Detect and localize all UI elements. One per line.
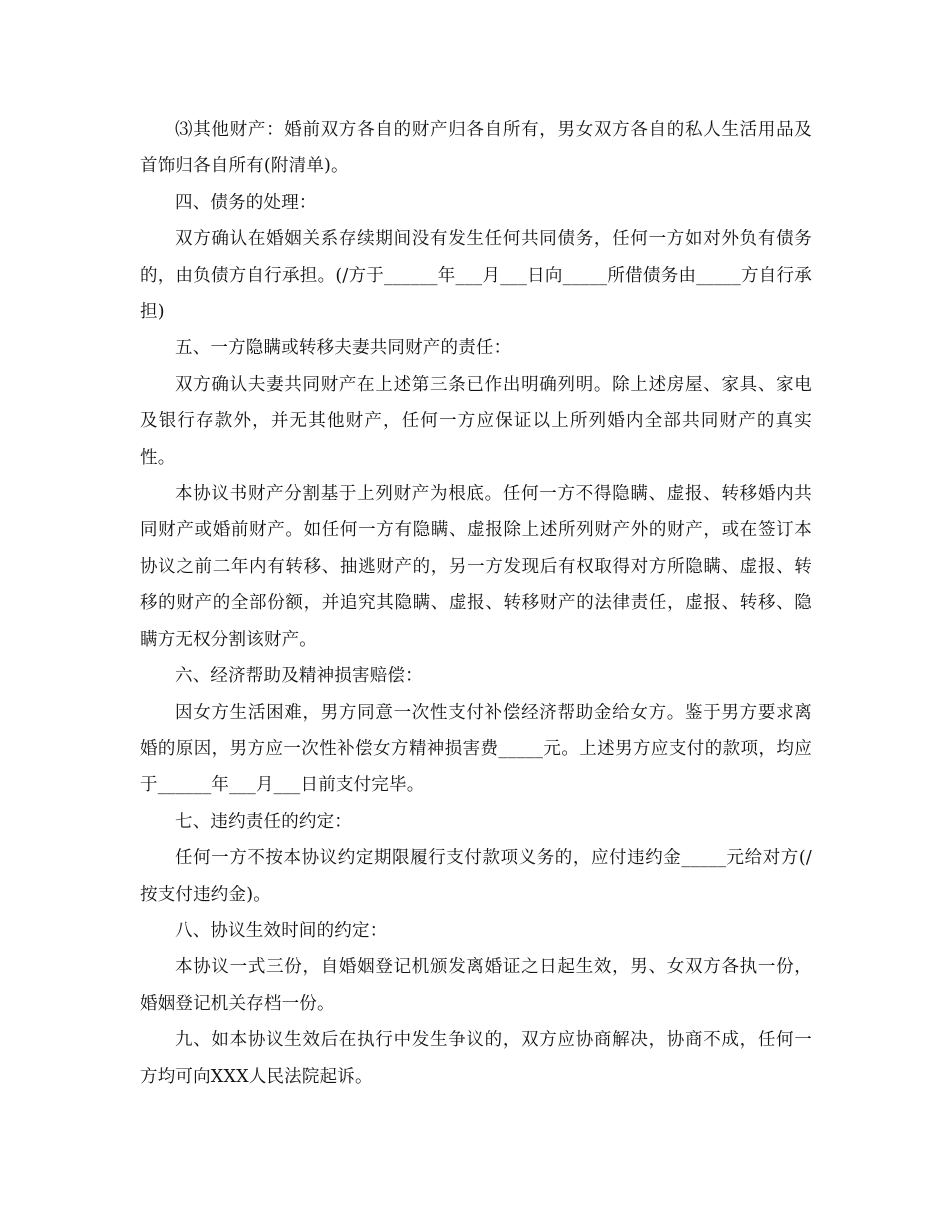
paragraph-effective-terms: 本协议一式三份，自婚姻登记机颁发离婚证之日起生效，男、女双方各执一份，婚姻登记机关存档一份。 <box>140 957 812 1014</box>
paragraph-breach-penalty: 任何一方不按本协议约定期限履行支付款项义务的，应付违约金_____元给对方(/按支付违约金)。 <box>140 848 812 905</box>
heading-concealment-liability: 五、一方隐瞒或转移夫妻共同财产的责任： <box>175 338 512 359</box>
document-page <box>140 112 812 1095</box>
paragraph-compensation-terms: 因女方生活困难，男方同意一次性支付补偿经济帮助金给女方。鉴于男方要求离婚的原因，男方应一次性补偿女方精神损害费_____元。上述男方应支付的款项，均应于______年___月___日前支付完毕。 <box>140 702 812 796</box>
heading-debt-handling: 四、债务的处理： <box>175 192 317 213</box>
paragraph-other-property: ⑶其他财产：婚前双方各自的财产归各自所有，男女双方各自的私人生活用品及首饰归各自所有(附清单)。 <box>140 120 812 177</box>
paragraph-debt-confirmation: 双方确认在婚姻关系存续期间没有发生任何共同债务，任何一方如对外负有债务的，由负债方自行承担。(/方于______年___月___日向_____所借债务由_____方自行承担) <box>140 229 812 323</box>
heading-breach-liability: 七、违约责任的约定： <box>175 811 352 832</box>
paragraph-property-division-basis: 本协议书财产分割基于上列财产为根底。任何一方不得隐瞒、虚报、转移婚内共同财产或婚前财产。如任何一方有隐瞒、虚报除上述所列财产外的财产，或在签订本协议之前二年内有转移、抽逃财产的，另一方发现后有权取得对方所隐瞒、虚报、转移的财产的全部份额，并追究其隐瞒、虚报、转移财产的法律责任，虚报、转移、隐瞒方无权分割该财产。 <box>140 484 812 650</box>
heading-effective-time: 八、协议生效时间的约定： <box>175 920 388 941</box>
paragraph-joint-property-confirmation: 双方确认夫妻共同财产在上述第三条已作出明确列明。除上述房屋、家具、家电及银行存款外，并无其他财产，任何一方应保证以上所列婚内全部共同财产的真实性。 <box>140 374 812 468</box>
paragraph-dispute-resolution: 九、如本协议生效后在执行中发生争议的，双方应协商解决，协商不成，任何一方均可向XXX人民法院起诉。 <box>140 1030 812 1087</box>
heading-economic-help-compensation: 六、经济帮助及精神损害赔偿： <box>175 666 423 687</box>
